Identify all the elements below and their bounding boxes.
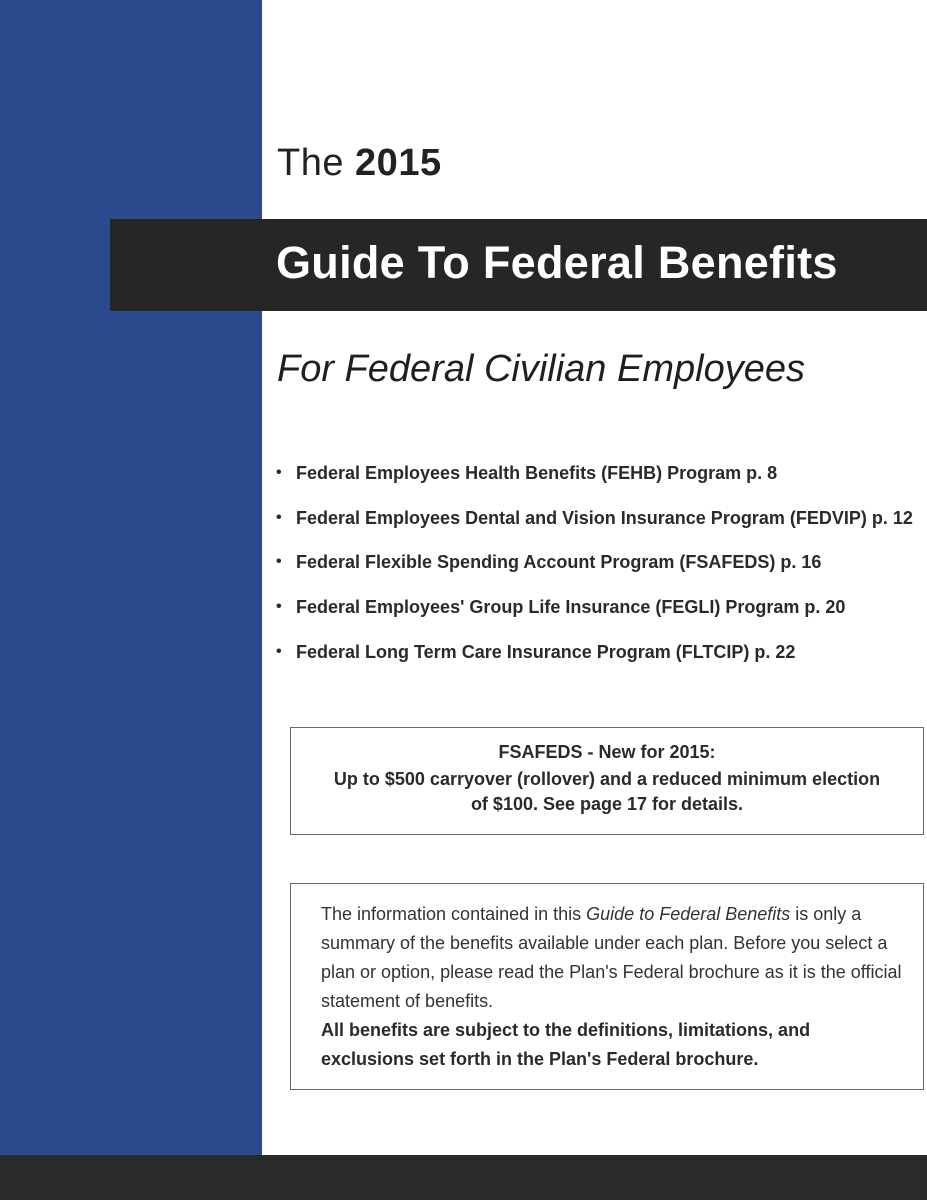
- notice-body: Up to $500 carryover (rollover) and a reduced minimum election of $100. See page 17 for details.: [333, 769, 881, 814]
- bullet-icon: •: [276, 464, 282, 481]
- left-blue-band: [0, 0, 262, 1155]
- page-title: Guide To Federal Benefits: [276, 237, 838, 288]
- program-list: [272, 460, 922, 684]
- program-label: Federal Long Term Care Insurance Program (FLTCIP) p. 22: [296, 642, 796, 662]
- disclaimer-text: [321, 900, 905, 1016]
- bottom-dark-band: [0, 1155, 927, 1200]
- disclaimer-text-start: The information contained in this: [321, 904, 587, 924]
- title-bar: [110, 219, 927, 311]
- title-the: The: [277, 142, 344, 184]
- title-year: 2015: [355, 142, 442, 184]
- guide-name: Guide to Federal Benefits: [586, 904, 791, 924]
- bullet-icon: •: [276, 553, 282, 570]
- disclaimer-box: [290, 883, 924, 1090]
- fsafeds-notice-box: [290, 727, 924, 835]
- list-item: [272, 639, 922, 665]
- list-item: [272, 505, 922, 531]
- disclaimer-text-end: is only a summary of the benefits available under each plan. Before you select a plan or option, please read the Plan's Federal brochure as it is the official statement of benefits.: [321, 904, 902, 1011]
- program-label: Federal Employees Health Benefits (FEHB) Program p. 8: [296, 463, 778, 483]
- program-label: Federal Employees' Group Life Insurance (FEGLI) Program p. 20: [296, 597, 846, 617]
- program-label: Federal Flexible Spending Account Program (FSAFEDS) p. 16: [296, 552, 822, 572]
- page-subtitle: For Federal Civilian Employees: [277, 348, 805, 390]
- bullet-icon: •: [276, 598, 282, 615]
- list-item: [272, 549, 922, 575]
- bullet-icon: •: [276, 643, 282, 660]
- list-item: [272, 594, 922, 620]
- list-item: [272, 460, 922, 486]
- disclaimer-bold-statement: All benefits are subject to the definitions, limitations, and exclusions set forth in the Plan's Federal brochure.: [321, 1020, 811, 1069]
- notice-title: FSAFEDS - New for 2015:: [498, 742, 716, 762]
- cover-title-prefix: [277, 142, 442, 185]
- bullet-icon: •: [276, 509, 282, 526]
- program-label: Federal Employees Dental and Vision Insurance Program (FEDVIP) p. 12: [296, 508, 913, 528]
